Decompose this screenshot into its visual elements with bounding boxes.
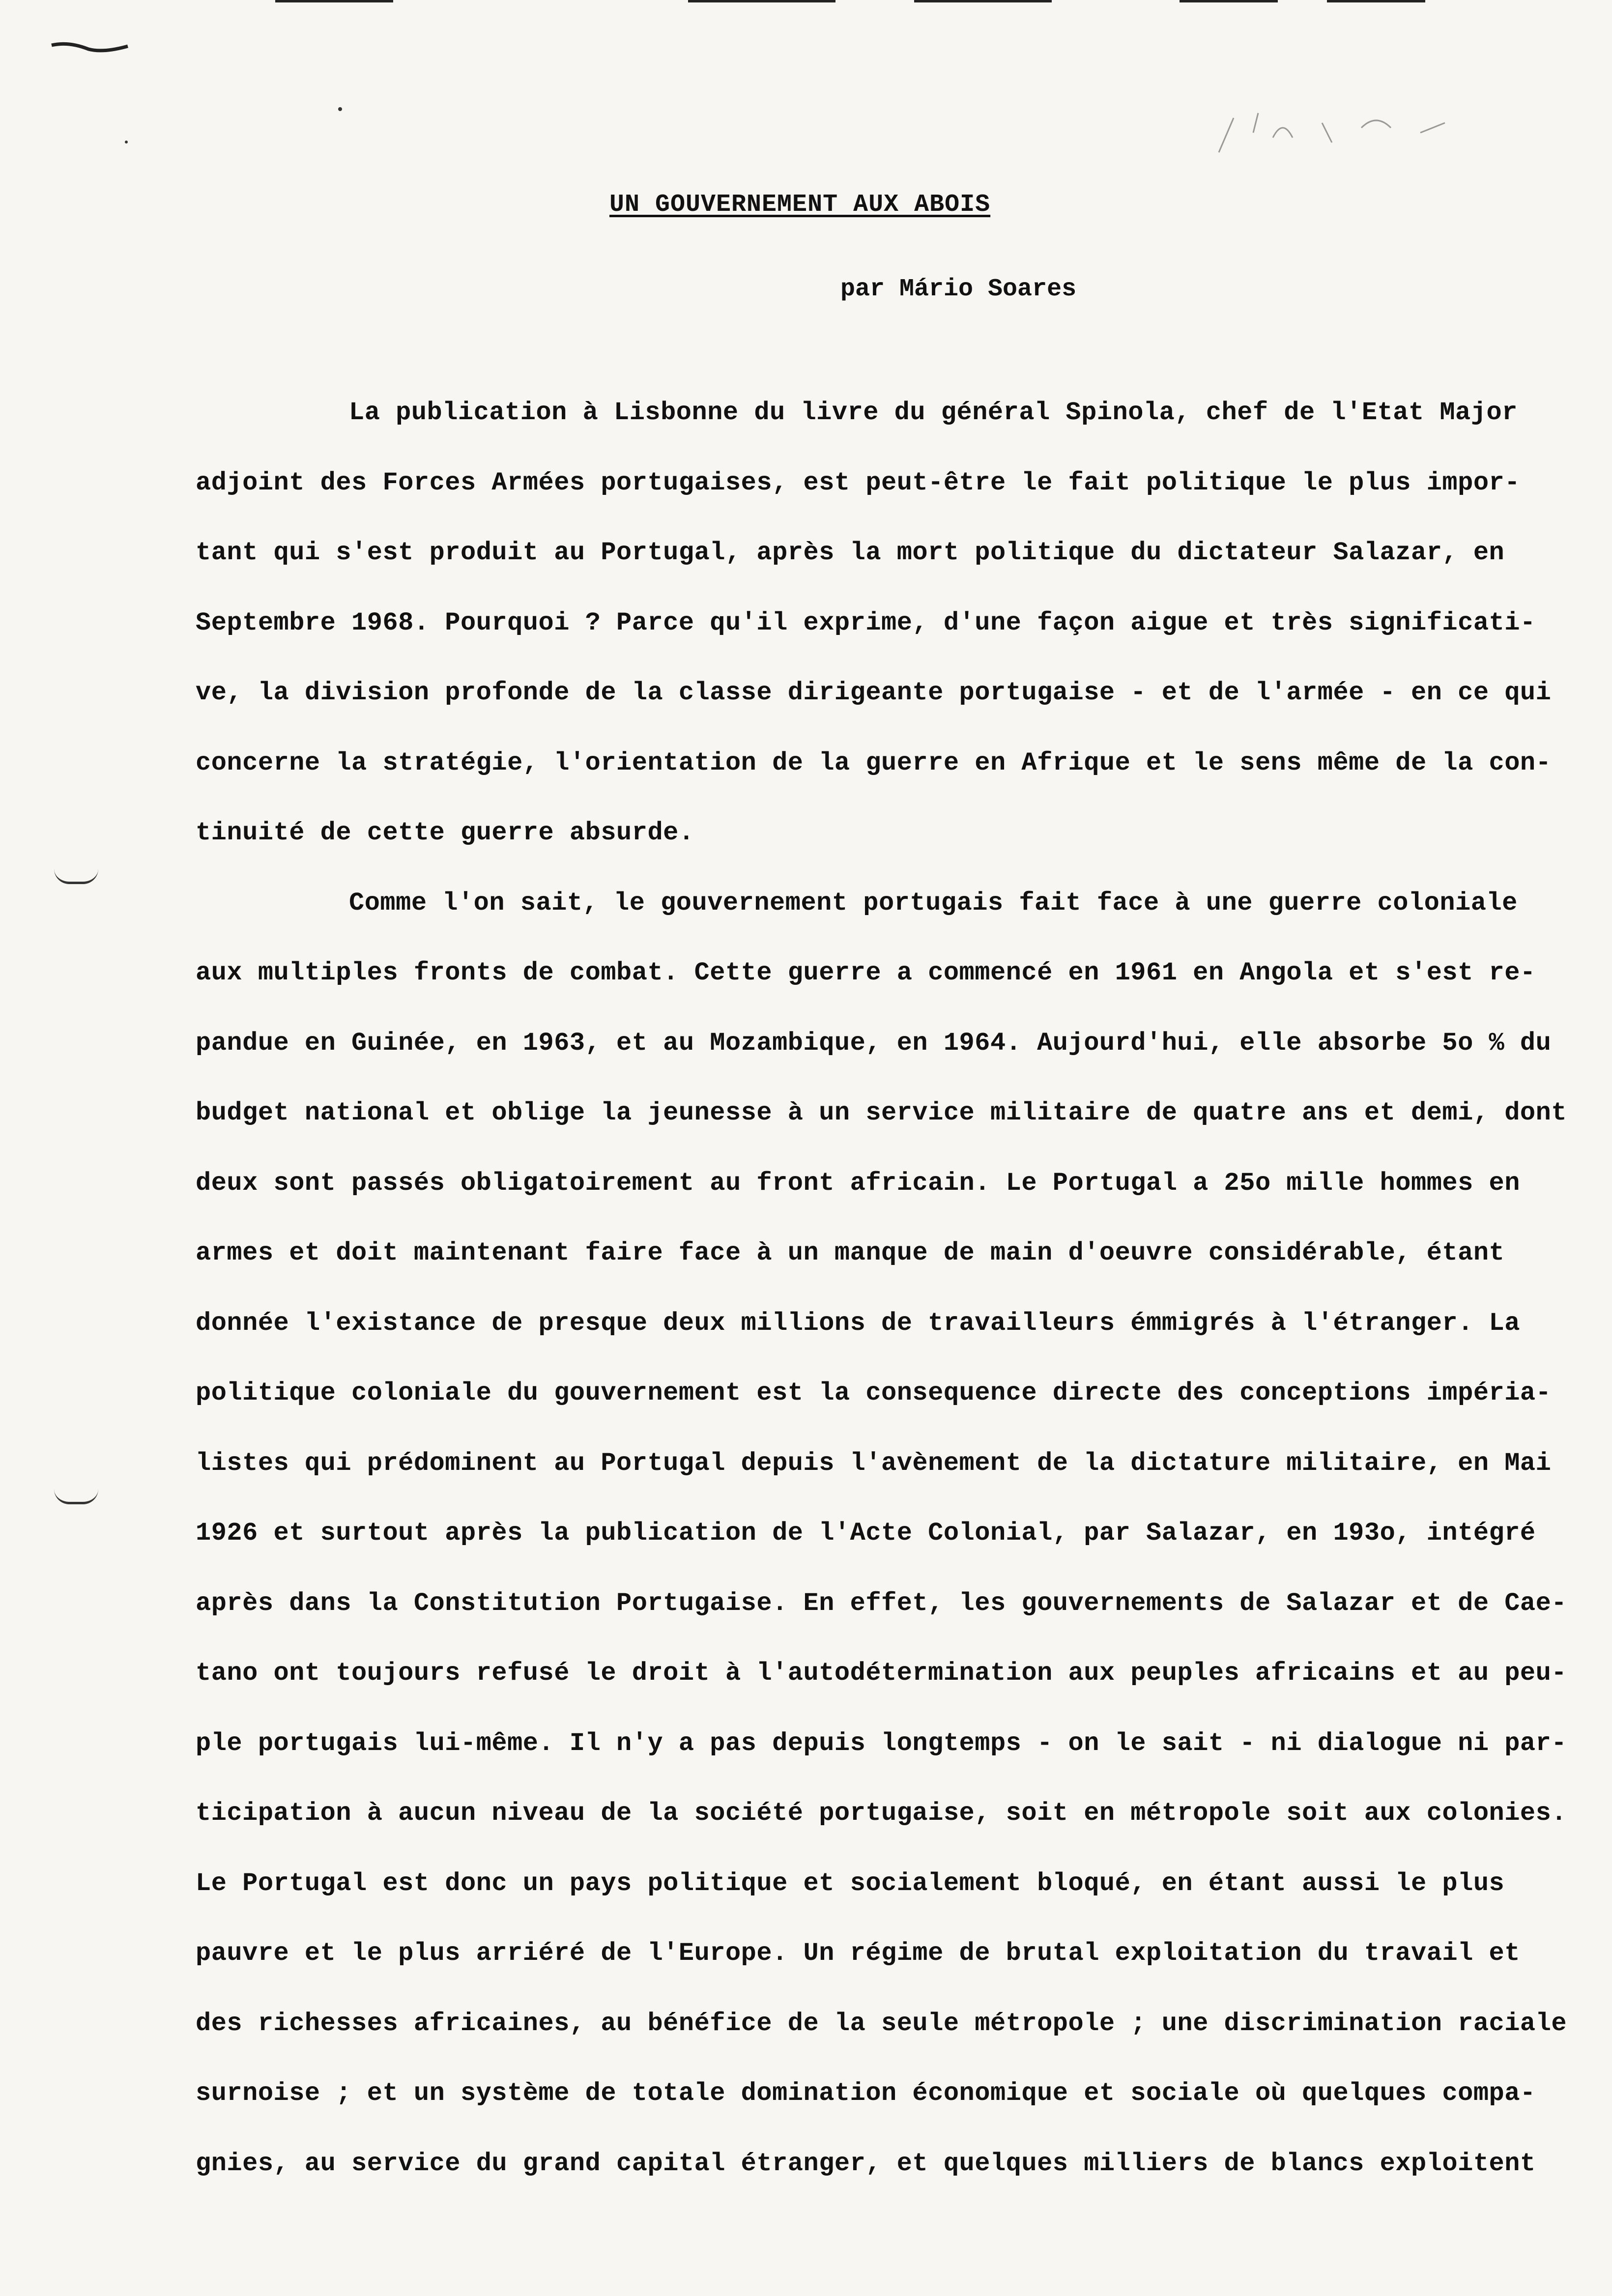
scan-smudge-mark	[49, 34, 133, 59]
pencil-annotation-mark	[1214, 103, 1469, 162]
text-line: Septembre 1968. Pourquoi ? Parce qu'il exprime, d'une façon aigue et très significati-	[196, 608, 1536, 637]
text-line: politique coloniale du gouvernement est la consequence directe des conceptions impéria-	[196, 1378, 1552, 1407]
text-line: budget national et oblige la jeunesse à un service militaire de quatre ans et demi, dont	[196, 1098, 1567, 1127]
text-line: La publication à Lisbonne du livre du général Spinola, chef de l'Etat Major	[349, 398, 1518, 427]
text-line: Le Portugal est donc un pays politique et socialement bloqué, en étant aussi le plus	[196, 1868, 1505, 1898]
scan-edge-mark	[914, 0, 1052, 2]
scan-edge-mark	[688, 0, 835, 2]
text-line: 1926 et surtout après la publication de l'Acte Colonial, par Salazar, en 193o, intégré	[196, 1519, 1536, 1548]
text-line: pandue en Guinée, en 1963, et au Mozambique, en 1964. Aujourd'hui, elle absorbe 5o % du	[196, 1028, 1552, 1058]
text-line: pauvre et le plus arriéré de l'Europe. Un régime de brutal exploitation du travail et	[196, 1939, 1520, 1968]
scan-edge-mark	[275, 0, 393, 2]
text-line: ve, la division profonde de la classe dirigeante portugaise - et de l'armée - en ce qui	[196, 678, 1552, 707]
text-line: tant qui s'est produit au Portugal, après la mort politique du dictateur Salazar, en	[196, 538, 1505, 567]
text-line: Comme l'on sait, le gouvernement portugais fait face à une guerre coloniale	[349, 888, 1518, 918]
text-line: ticipation à aucun niveau de la société portugaise, soit en métropole soit aux colonies.	[196, 1799, 1567, 1828]
scan-dot-mark	[337, 106, 344, 113]
text-line: concerne la stratégie, l'orientation de la guerre en Afrique et le sens même de la con-	[196, 748, 1552, 777]
text-line: des richesses africaines, au bénéfice de la seule métropole ; une discrimination raciale	[196, 2009, 1567, 2038]
text-line: gnies, au service du grand capital étranger, et quelques milliers de blancs exploitent	[196, 2149, 1536, 2178]
text-line: deux sont passés obligatoirement au front africain. Le Portugal a 25o mille hommes en	[196, 1168, 1520, 1198]
scan-edge-mark	[1327, 0, 1425, 2]
scan-dot-mark	[123, 139, 130, 145]
text-line: après dans la Constitution Portugaise. En effet, les gouvernements de Salazar et de Cae-	[196, 1588, 1567, 1618]
margin-binding-mark	[54, 869, 98, 884]
text-line: listes qui prédominent au Portugal depuis l'avènement de la dictature militaire, en Mai	[196, 1448, 1552, 1478]
text-line: tinuité de cette guerre absurde.	[196, 818, 694, 847]
text-line: ple portugais lui-même. Il n'y a pas depuis longtemps - on le sait - ni dialogue ni par-	[196, 1728, 1567, 1758]
scan-edge-mark	[1180, 0, 1278, 2]
text-line: adjoint des Forces Armées portugaises, est peut-être le fait politique le plus impor-	[196, 468, 1520, 497]
text-line: aux multiples fronts de combat. Cette guerre a commencé en 1961 en Angola et s'est re-	[196, 958, 1536, 987]
text-line: donnée l'existance de presque deux millions de travailleurs émmigrés à l'étranger. La	[196, 1308, 1520, 1338]
document-title: UN GOUVERNEMENT AUX ABOIS	[609, 191, 991, 219]
margin-binding-mark	[54, 1489, 98, 1504]
text-line: armes et doit maintenant faire face à un manque de main d'oeuvre considérable, étant	[196, 1238, 1505, 1267]
body-text	[196, 388, 1572, 2209]
text-line: surnoise ; et un système de totale domination économique et sociale où quelques compa-	[196, 2079, 1536, 2108]
text-line: tano ont toujours refusé le droit à l'autodétermination aux peuples africains et au peu-	[196, 1659, 1567, 1688]
document-author: par Mário Soares	[840, 275, 1077, 303]
